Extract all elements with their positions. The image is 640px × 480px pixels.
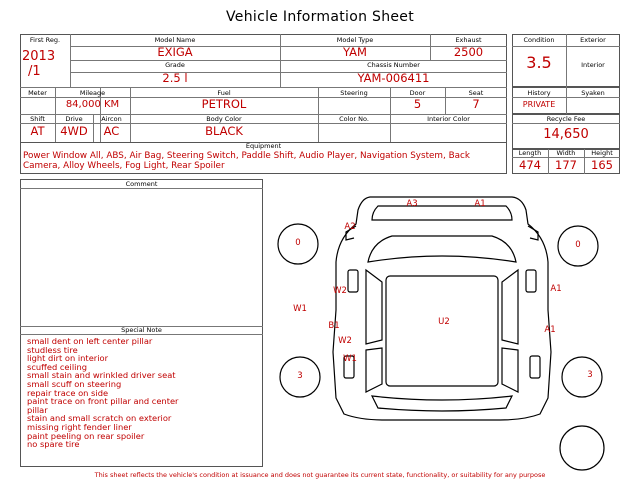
damage-mark-tire-fr: 0 xyxy=(575,240,581,250)
drive-value: 4WD xyxy=(60,124,88,138)
list-item: paint trace on front pillar and center xyxy=(27,396,179,407)
list-item: missing right fender liner xyxy=(27,421,132,432)
left-rear-window xyxy=(366,348,382,392)
right-side-window xyxy=(502,270,518,344)
damage-mark-tire-rr: 3 xyxy=(587,370,593,380)
damage-mark-a1-top: A1 xyxy=(474,199,486,209)
door-value: 5 xyxy=(413,97,422,111)
wheel-fr xyxy=(526,270,536,292)
damage-mark-a1-right: A1 xyxy=(550,284,562,294)
interior-color-label: Interior Color xyxy=(427,115,470,123)
body-color-label: Body Color xyxy=(206,115,242,123)
model-type-label: Model Type xyxy=(336,36,374,44)
grade-label: Grade xyxy=(165,61,185,69)
model-name-value: EXIGA xyxy=(157,45,193,59)
steering-label: Steering xyxy=(340,89,368,97)
drive-label: Drive xyxy=(65,115,83,123)
shift-label: Shift xyxy=(30,115,45,123)
fuel-label: Fuel xyxy=(217,89,231,97)
interior-label: Interior xyxy=(581,61,605,69)
exhaust-label: Exhaust xyxy=(455,36,482,44)
list-item: small dent on left center pillar xyxy=(27,336,153,346)
shift-value: AT xyxy=(30,124,45,138)
body-color-value: BLACK xyxy=(205,124,243,138)
damage-mark-a2: A2 xyxy=(344,222,356,232)
list-item: stain and small scratch on exterior xyxy=(27,413,172,424)
aircon-label: Aircon xyxy=(101,115,122,123)
syaken-label: Syaken xyxy=(581,89,605,97)
mileage-value: 84,000 KM xyxy=(65,99,120,110)
length-value: 474 xyxy=(519,158,541,172)
seat-label: Seat xyxy=(468,89,484,97)
chassis-number-label: Chassis Number xyxy=(367,61,420,69)
left-side-window xyxy=(366,270,382,344)
aircon-value: AC xyxy=(103,124,120,138)
history-label: History xyxy=(527,89,551,97)
damage-mark-a3: A3 xyxy=(406,199,418,209)
damage-mark-w1-lower: W1 xyxy=(343,354,357,364)
first-reg-year: 2013 xyxy=(22,49,56,64)
list-item: studless tire xyxy=(27,344,78,355)
special-note-label: Special Note xyxy=(121,326,162,334)
equipment-label: Equipment xyxy=(245,142,282,150)
list-item: pillar xyxy=(27,404,48,415)
list-item: light dirt on interior xyxy=(27,353,108,364)
grade-value: 2.5 l xyxy=(162,71,188,85)
list-item: no spare tire xyxy=(27,439,80,450)
width-label: Width xyxy=(556,149,576,157)
color-no-label: Color No. xyxy=(339,115,369,123)
condition-value: 3.5 xyxy=(526,53,552,72)
recycle-fee-value: 14,650 xyxy=(543,127,589,142)
equipment-text: Power Window All, ABS, Air Bag, Steering Switch, Paddle Shift, Audio Player, Navigation System, Back Camera, Alloy Wheels, Fog Light, Rear Spoiler xyxy=(23,151,470,171)
condition-label: Condition xyxy=(523,36,555,44)
wheel-rr xyxy=(530,356,540,378)
list-item: scuffed ceiling xyxy=(27,361,87,372)
fuel-value: PETROL xyxy=(201,97,247,111)
door-label: Door xyxy=(409,89,426,97)
list-item: paint peeling on rear spoiler xyxy=(27,430,145,441)
height-value: 165 xyxy=(591,158,613,172)
damage-mark-tire-fl: 0 xyxy=(295,238,301,248)
height-label: Height xyxy=(591,149,613,157)
sheet-title: Vehicle Information Sheet xyxy=(226,9,414,25)
mileage-label: Mileage xyxy=(79,89,106,97)
exterior-label: Exterior xyxy=(580,36,606,44)
right-rear-window xyxy=(502,348,518,392)
model-type-value: YAM xyxy=(343,45,367,59)
damage-mark-w1: W1 xyxy=(293,304,307,314)
first-reg-label: First Reg. xyxy=(29,36,61,44)
roof xyxy=(386,276,498,386)
recycle-fee-label: Recycle Fee xyxy=(546,115,586,123)
length-label: Length xyxy=(518,149,542,157)
damage-mark-w2-lower: W2 xyxy=(338,336,352,346)
rear-window xyxy=(372,396,512,411)
model-name-label: Model Name xyxy=(154,36,196,44)
damage-mark-b1: B1 xyxy=(328,321,340,331)
damage-mark-tire-rl: 3 xyxy=(297,371,303,381)
history-value: PRIVATE xyxy=(522,100,556,109)
damage-mark-a1-right-mid: A1 xyxy=(544,325,556,335)
chassis-number-value: YAM-006411 xyxy=(357,71,430,85)
list-item: small stain and wrinkled driver seat xyxy=(27,370,176,381)
seat-value: 7 xyxy=(472,97,480,111)
meter-label: Meter xyxy=(28,89,47,97)
spare-tire-circle xyxy=(560,426,604,470)
list-item: small scuff on steering xyxy=(27,378,122,389)
first-reg-month: /1 xyxy=(28,64,41,79)
disclaimer-footer: This sheet reflects the vehicle's condition at issuance and does not guarantee its current state, functionality, or suitability for any purpose xyxy=(94,471,546,479)
windshield xyxy=(368,236,516,262)
list-item: repair trace on side xyxy=(27,387,109,398)
exhaust-value: 2500 xyxy=(453,45,484,59)
width-value: 177 xyxy=(555,158,577,172)
damage-mark-w2: W2 xyxy=(333,286,347,296)
damage-mark-u2: U2 xyxy=(438,317,450,327)
comment-label: Comment xyxy=(125,180,158,188)
